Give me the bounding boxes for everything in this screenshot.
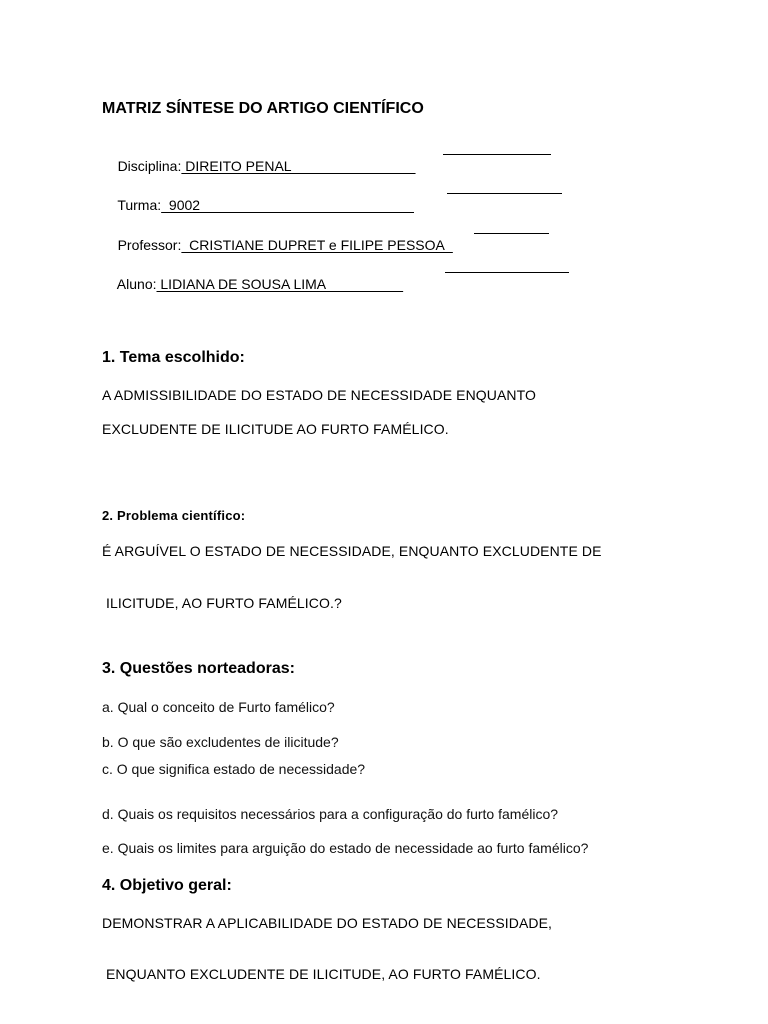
- objetivo-line-1: DEMONSTRAR A APLICABILIDADE DO ESTADO DE NECESSIDADE,: [102, 915, 553, 931]
- document-title: MATRIZ SÍNTESE DO ARTIGO CIENTÍFICO: [102, 100, 424, 117]
- tema-line-2: EXCLUDENTE DE ILICITUDE AO FURTO FAMÉLICO.: [102, 421, 449, 437]
- professor-value: CRISTIANE DUPRET e FILIPE PESSOA_: [181, 237, 453, 253]
- professor-label: Professor:: [117, 237, 182, 253]
- questao-item-b: b. O que são excludentes de ilicitude?: [102, 734, 339, 750]
- field-aluno: [102, 257, 403, 311]
- turma-blank-line: [447, 179, 562, 194]
- disciplina-value: DIREITO PENAL: [181, 158, 416, 174]
- tema-line-1: A ADMISSIBILIDADE DO ESTADO DE NECESSIDADE ENQUANTO: [102, 387, 537, 403]
- disciplina-label: Disciplina:: [117, 158, 182, 174]
- section-tema-heading: 1. Tema escolhido:: [102, 349, 245, 366]
- professor-blank-line: [474, 219, 549, 234]
- problema-line-2: ILICITUDE, AO FURTO FAMÉLICO.?: [102, 595, 342, 611]
- section-problema-heading: 2. Problema científico:: [102, 508, 246, 523]
- problema-line-1: É ARGUÍVEL O ESTADO DE NECESSIDADE, ENQUANTO EXCLUDENTE DE: [102, 543, 602, 559]
- questao-item-e: e. Quais os limites para arguição do estado de necessidade ao furto famélico?: [102, 840, 589, 856]
- questao-item-c: c. O que significa estado de necessidade?: [102, 761, 366, 777]
- questao-item-d: d. Quais os requisitos necessários para a configuração do furto famélico?: [102, 806, 559, 822]
- turma-label: Turma:: [117, 197, 162, 213]
- disciplina-blank-line: [443, 140, 551, 155]
- questao-item-a: a. Qual o conceito de Furto famélico?: [102, 699, 335, 715]
- objetivo-line-2: ENQUANTO EXCLUDENTE DE ILICITUDE, AO FURTO FAMÉLICO.: [102, 966, 541, 982]
- section-questoes-heading: 3. Questões norteadoras:: [102, 660, 295, 677]
- section-objetivo-heading: 4. Objetivo geral:: [102, 877, 232, 894]
- aluno-blank-line: [445, 258, 569, 273]
- turma-value: 9002: [161, 197, 414, 213]
- aluno-value: LIDIANA DE SOUSA LIMA: [156, 276, 404, 292]
- aluno-label: Aluno:: [116, 276, 157, 292]
